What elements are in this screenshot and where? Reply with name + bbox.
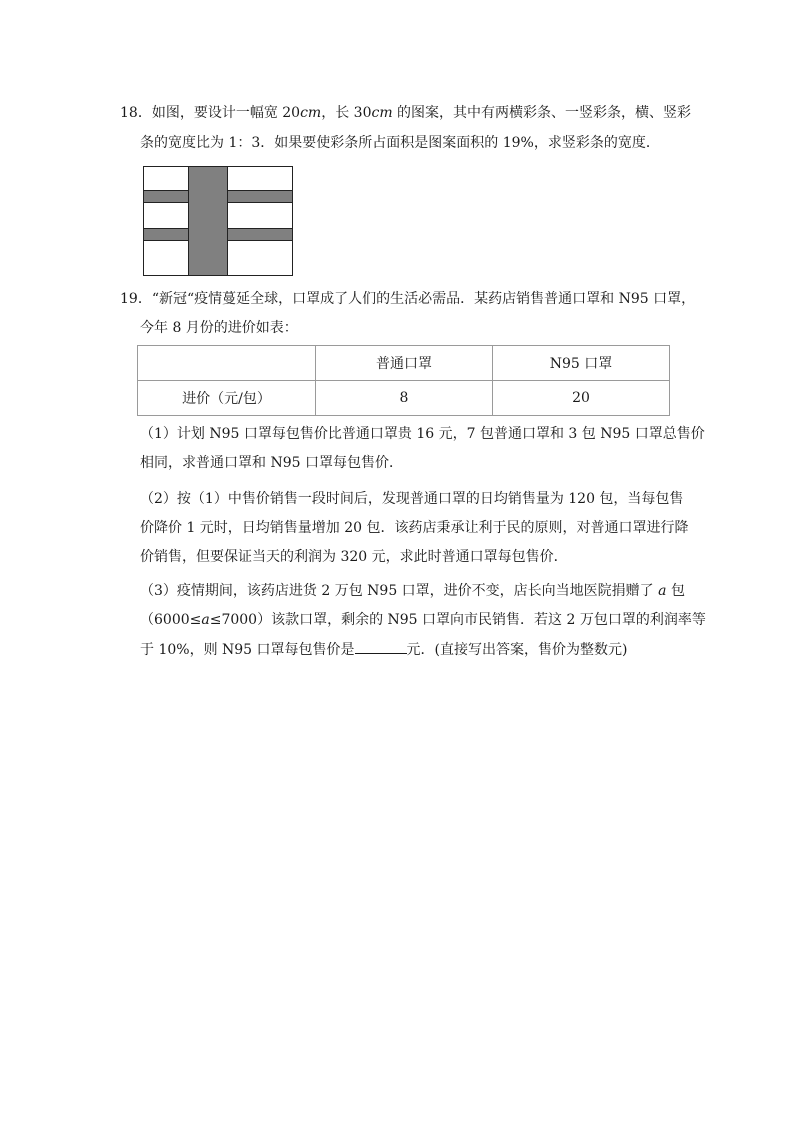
q18-text: ，长 30 [321,105,372,121]
q19-text: （3）疫情期间，该药店进货 2 万包 N95 口罩，进价不变，店长向当地医院捐赠了 [140,583,659,599]
table-row [138,381,670,416]
variable-a: a [658,583,667,599]
q19-part2-line-3: 价销售，但要保证当天的利润为 320 元，求此时普通口罩每包售价． [140,549,568,565]
q19-part1-line-2: 相同，求普通口罩和 N95 口罩每包售价． [140,455,403,471]
q18-line-1 [120,103,691,123]
q19-part2-line-2: 价降价 1 元时，日均销售量增加 20 包．该药店秉承让利于民的原则，对普通口罩进行降 [140,520,689,536]
q18-line-2: 条的宽度比为 1：3．如果要使彩条所占面积是图案面积的 19%，求竖彩条的宽度． [140,135,660,151]
table-cell: N95 口罩 [493,346,670,381]
q19-part3-line-1 [140,581,685,601]
table-cell: 20 [493,381,670,416]
q18-text: 的图案，其中有两横彩条、一竖彩条，横、竖彩 [392,105,692,121]
q19-text: 包 [666,583,685,599]
q19-text: 于 10%，则 N95 口罩每包售价是 [140,642,355,658]
variable-a: a [201,612,210,628]
q19-text: 元．(直接写出答案，售价为整数元) [406,642,628,658]
table-header-row [138,346,670,381]
q19-part3-line-3 [140,639,627,659]
q19-part2-line-1: （2）按（1）中售价销售一段时间后，发现普通口罩的日均销售量为 120 包，当每包售 [140,491,684,507]
table-cell [138,346,316,381]
table-cell: 进价（元/包） [138,381,316,416]
q19-part1-line-1: （1）计划 N95 口罩每包售价比普通口罩贵 16 元，7 包普通口罩和 3 包 N95 口罩总售价 [140,426,705,442]
unit-cm: cm [371,105,393,121]
q19-intro-line-1: 19．“新冠“疫情蔓延全球，口罩成了人们的生活必需品．某药店销售普通口罩和 N95 口罩， [120,291,696,307]
q19-text: ≤7000）该款口罩，剩余的 N95 口罩向市民销售．若这 2 万包口罩的利润率等 [209,612,706,628]
q19-intro-line-2: 今年 8 月份的进价如表： [140,320,298,336]
stripe-pattern-figure [143,166,293,276]
q18-text: 18．如图，要设计一幅宽 20 [120,105,301,121]
q19-text: （6000≤ [140,612,202,628]
table-cell: 8 [316,381,493,416]
table-cell: 普通口罩 [316,346,493,381]
unit-cm: cm [300,105,322,121]
answer-blank[interactable] [355,639,407,654]
cost-price-table [137,345,670,416]
q19-part3-line-2 [140,610,706,630]
vertical-stripe [188,167,228,275]
